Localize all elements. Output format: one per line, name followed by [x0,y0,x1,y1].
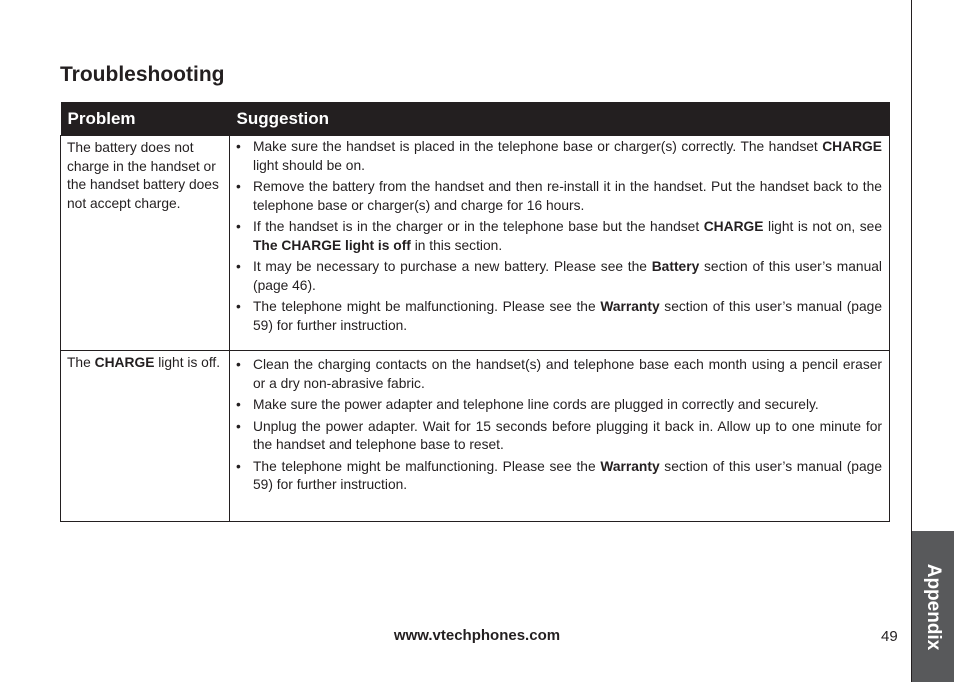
list-item: • It may be necessary to purchase a new battery. Please see the Battery section of this user’s manual (page 46). [236,258,882,295]
problem-cell: The CHARGE light is off. [61,351,230,522]
list-item: • Make sure the handset is placed in the telephone base or charger(s) correctly. The handset CHARGE light should be on. [236,138,882,175]
page-title: Troubleshooting [60,63,225,86]
list-item: • The telephone might be malfunctioning. Please see the Warranty section of this user’s manual (page 59) for further instruction. [236,458,882,495]
list-item: • Make sure the power adapter and telephone line cords are plugged in correctly and securely. [236,396,882,415]
table-header-row [61,102,890,136]
list-item: • Remove the battery from the handset and then re-install it in the handset. Put the handset back to the telephone base or charger(s) and charge for 16 hours. [236,178,882,215]
footer-url: www.vtechphones.com [393,627,561,644]
list-item: • The telephone might be malfunctioning. Please see the Warranty section of this user’s manual (page 59) for further instruction. [236,298,882,335]
table-row [61,351,890,522]
suggestion-list [236,356,882,495]
suggestion-list [236,138,882,335]
list-item: • If the handset is in the charger or in the telephone base but the handset CHARGE light is not on, see The CHARGE light is off in this section. [236,218,882,255]
list-item: • Unplug the power adapter. Wait for 15 seconds before plugging it back in. Allow up to one minute for the handset and telephone base to reset. [236,418,882,455]
troubleshooting-table [60,102,890,522]
appendix-section-tab [912,531,954,682]
table-row [61,136,890,351]
problem-cell: The battery does not charge in the handset or the handset battery does not accept charge. [61,136,230,351]
page-number: 49 [881,628,898,645]
problem-column-header: Problem [61,102,230,136]
list-item: • Clean the charging contacts on the handset(s) and telephone base each month using a pencil eraser or a dry non-abrasive fabric. [236,356,882,393]
suggestion-cell [230,136,890,351]
suggestion-cell [230,351,890,522]
appendix-tab-label: Appendix [923,563,944,650]
suggestion-column-header: Suggestion [230,102,890,136]
